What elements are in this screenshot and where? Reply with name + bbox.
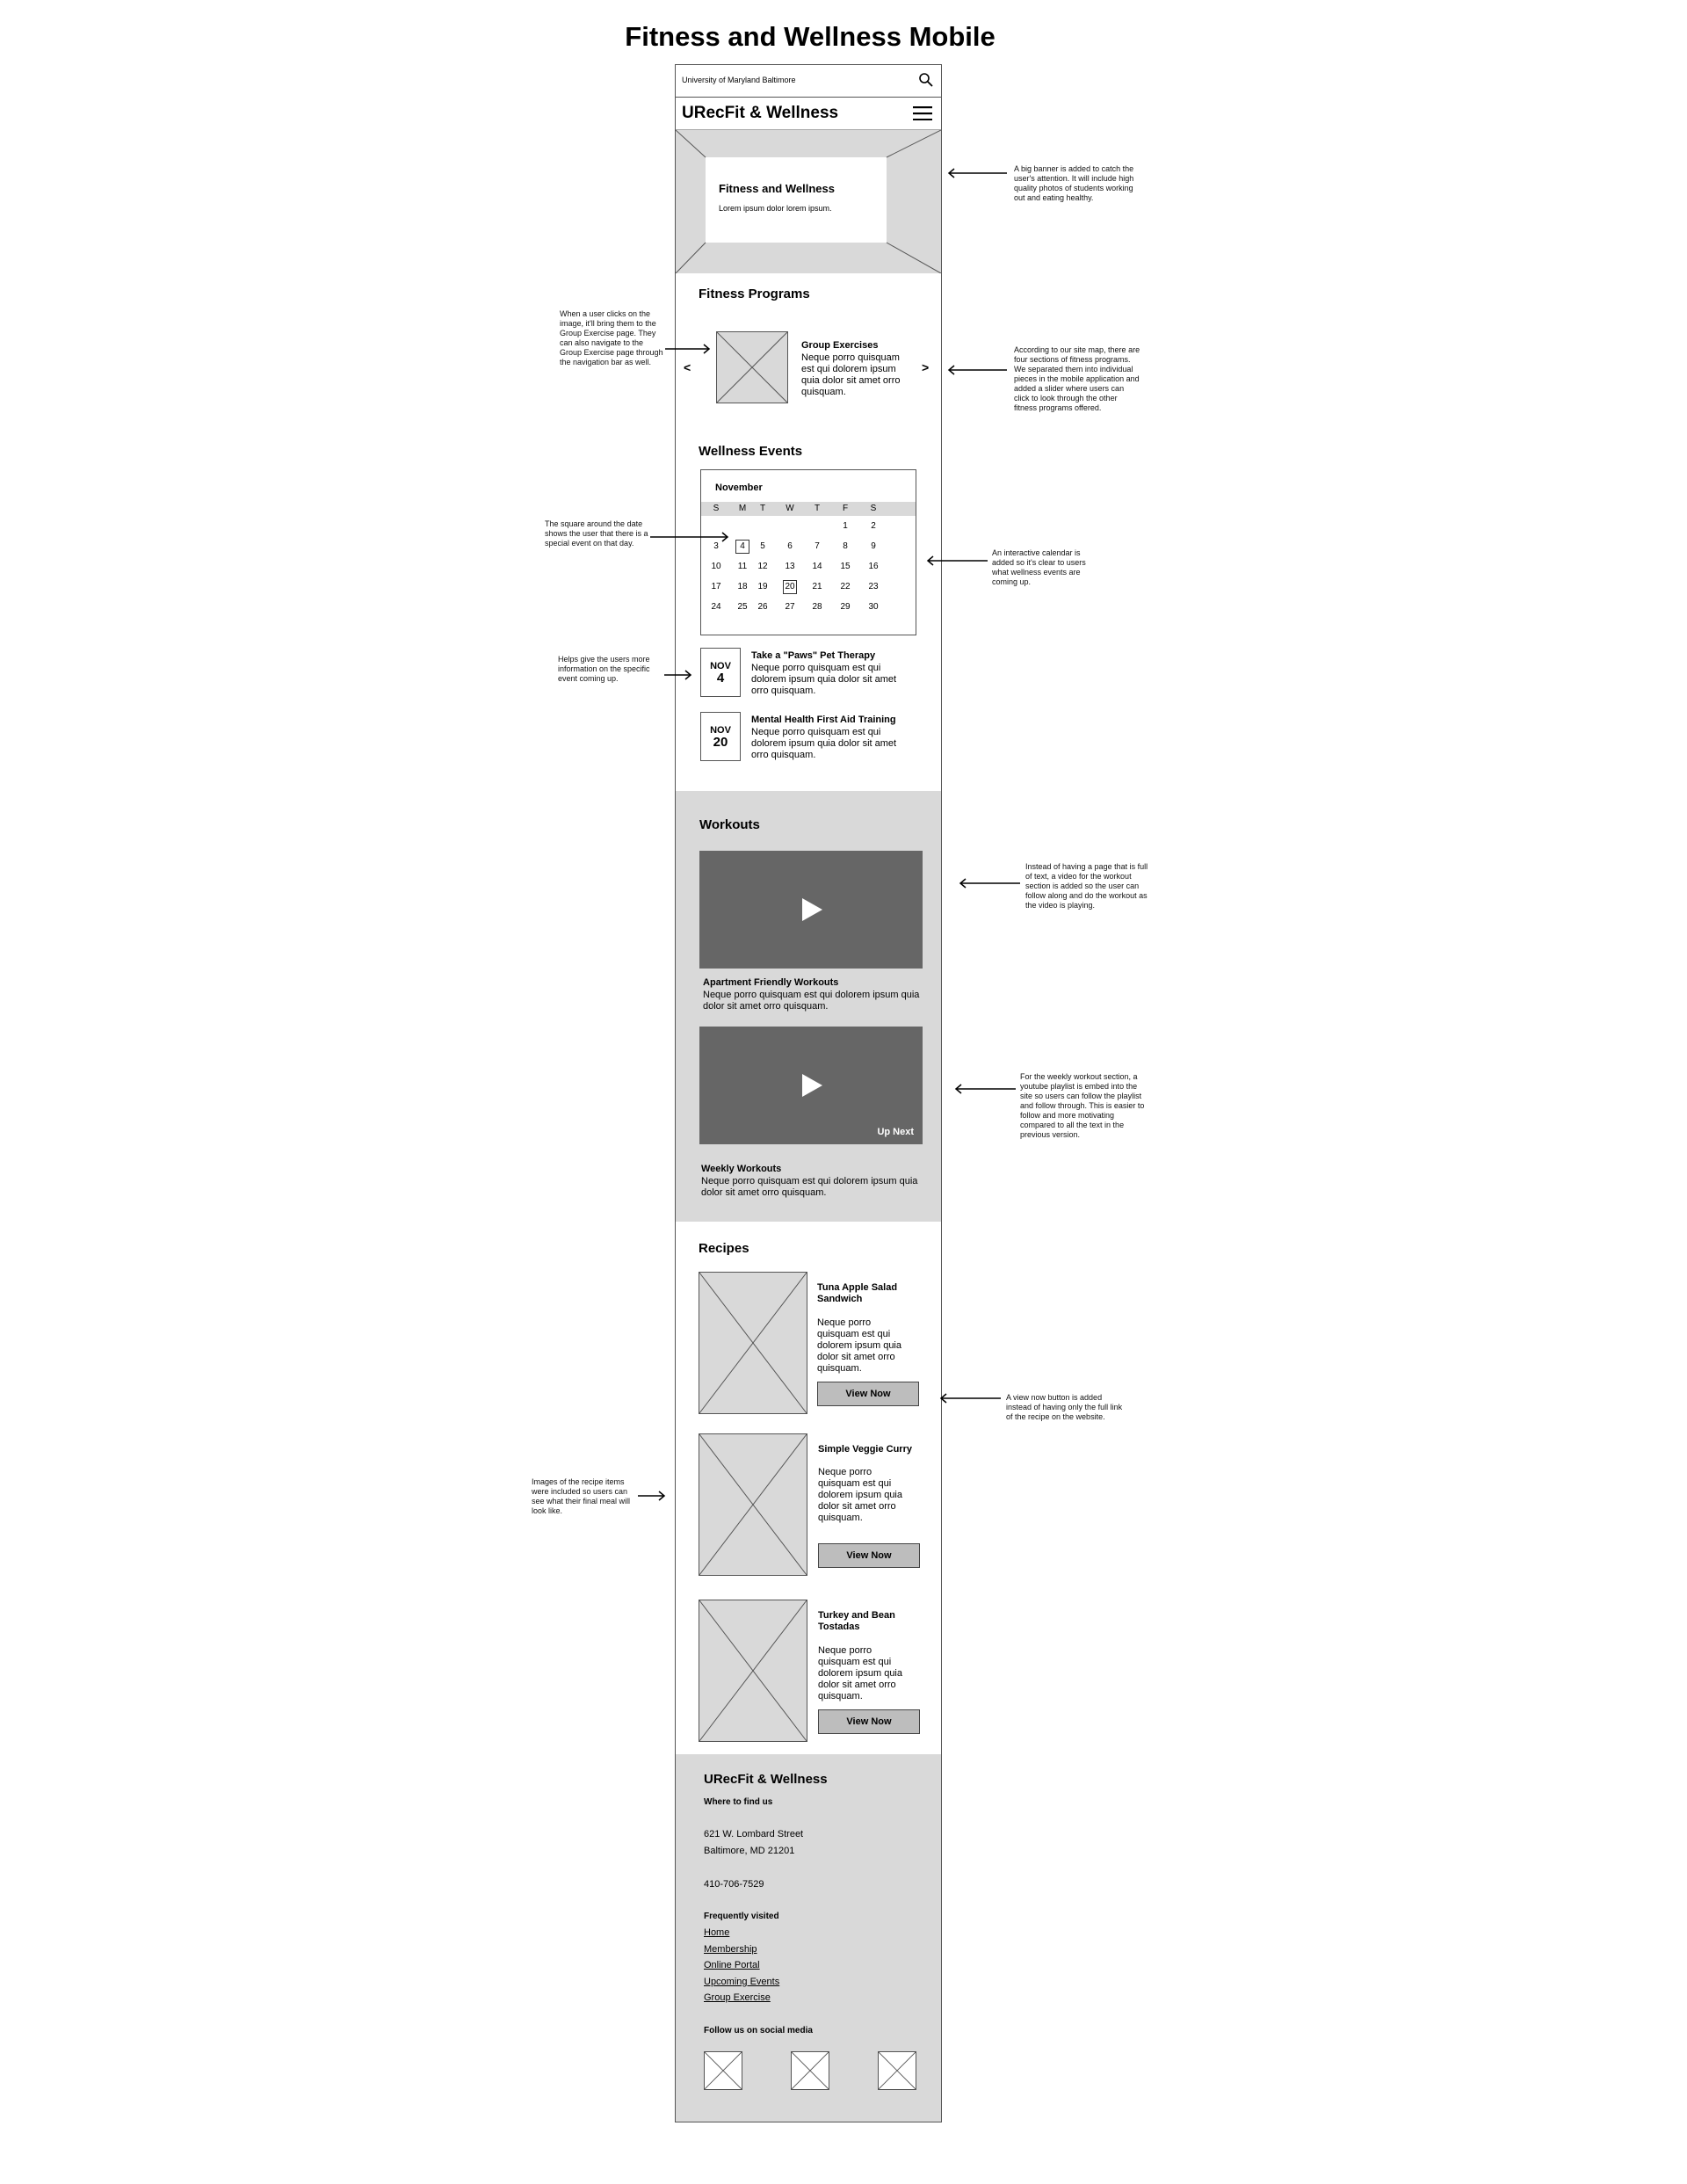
arrow-left-icon [945, 167, 1009, 179]
calendar-day[interactable]: 24 [711, 602, 721, 612]
footer-link-membership[interactable]: Membership [704, 1944, 757, 1955]
calendar-day[interactable]: 12 [757, 562, 768, 571]
calendar-day[interactable]: 11 [737, 562, 748, 571]
recipe-image[interactable] [699, 1272, 807, 1414]
calendar-day[interactable]: 9 [871, 541, 876, 551]
footer-phone: 410-706-7529 [704, 1879, 764, 1890]
workout-playlist-player[interactable] [699, 1027, 923, 1144]
image-placeholder-icon [717, 332, 787, 403]
image-placeholder-icon [699, 1434, 807, 1575]
recipe-image[interactable] [699, 1600, 807, 1742]
calendar-day[interactable]: 6 [787, 541, 793, 551]
page-title: Fitness and Wellness Mobile [625, 21, 996, 52]
recipe-text: Neque porro quisquam est qui dolorem ipsum quia dolor sit amet orro quisquam. [818, 1645, 902, 1701]
up-next-label[interactable]: Up Next [877, 1127, 914, 1137]
arrow-right-icon [650, 531, 731, 543]
arrow-right-icon [638, 1490, 668, 1502]
arrow-left-icon [952, 1083, 1017, 1095]
wellness-events-heading: Wellness Events [699, 444, 803, 459]
arrow-left-icon [924, 555, 989, 567]
social-icon[interactable] [704, 2051, 742, 2090]
workouts-heading: Workouts [699, 817, 760, 832]
footer-link-online-portal[interactable]: Online Portal [704, 1960, 760, 1970]
calendar-day[interactable]: 21 [812, 582, 822, 591]
footer-social-heading: Follow us on social media [704, 2026, 813, 2035]
annotation-image-click: When a user clicks on the image, it'll bring them to the Group Exercise page. They can also navigate to the Group Exercise page through the navigation bar as well. [560, 309, 663, 366]
event-text: Neque porro quisquam est qui dolorem ipsum quia dolor sit amet orro quisquam. [751, 663, 897, 696]
footer-frequent-heading: Frequently visited [704, 1912, 779, 1921]
calendar-weekday: F [842, 504, 849, 513]
calendar-weekday: T [814, 504, 821, 513]
view-now-button[interactable]: View Now [818, 1543, 920, 1568]
calendar-day[interactable]: 28 [812, 602, 822, 612]
calendar-day[interactable]: 19 [757, 582, 768, 591]
calendar-day[interactable]: 15 [840, 562, 851, 571]
image-placeholder-icon [699, 1600, 807, 1741]
hero-banner [676, 130, 941, 273]
video-text: Neque porro quisquam est qui dolorem ipsum quia dolor sit amet orro quisquam. [701, 1176, 918, 1198]
arrow-right-icon [664, 669, 694, 681]
event-day: 20 [713, 735, 728, 750]
annotation-recipe-images: Images of the recipe items were included so users can see what their final meal will look like. [532, 1477, 631, 1515]
brand-name[interactable]: URecFit & Wellness [682, 104, 839, 122]
recipe-text: Neque porro quisquam est qui dolorem ipsum quia dolor sit amet orro quisquam. [817, 1317, 901, 1374]
annotation-video: Instead of having a page that is full of text, a video for the workout section is added so the user can follow along and do the workout as the video is playing. [1025, 862, 1148, 910]
calendar-day[interactable]: 10 [711, 562, 721, 571]
footer-link-upcoming-events[interactable]: Upcoming Events [704, 1977, 780, 1987]
annotation-date-square: The square around the date shows the user that there is a special event on that day. [545, 519, 648, 548]
calendar-day[interactable]: 16 [868, 562, 879, 571]
event-text: Neque porro quisquam est qui dolorem ipsum quia dolor sit amet orro quisquam. [751, 727, 897, 760]
play-icon[interactable] [798, 1072, 824, 1099]
annotation-playlist: For the weekly workout section, a youtube playlist is embed into the site so users can follow the playlist and follow through. This is easier to follow and more motivating compared to all the text in the previous version. [1020, 1072, 1145, 1139]
fitness-programs-heading: Fitness Programs [699, 287, 810, 301]
arrow-left-icon [945, 364, 1009, 376]
university-name: University of Maryland Baltimore [682, 76, 796, 84]
banner-card [706, 157, 887, 243]
search-icon[interactable] [918, 72, 934, 88]
calendar-day[interactable]: 1 [843, 521, 848, 531]
image-placeholder-icon [879, 2052, 916, 2089]
social-icon[interactable] [878, 2051, 916, 2090]
calendar-weekday: T [759, 504, 766, 513]
brand-bar [676, 98, 941, 130]
recipe-title: Simple Veggie Curry [818, 1444, 912, 1455]
banner-title: Fitness and Wellness [719, 182, 835, 195]
arrow-left-icon [957, 877, 1022, 889]
video-title: Weekly Workouts [701, 1164, 782, 1174]
workouts-section [676, 791, 941, 1222]
annotation-event-info: Helps give the users more information on the specific event coming up. [558, 655, 650, 683]
play-icon[interactable] [798, 896, 824, 923]
recipe-title: Tuna Apple Salad Sandwich [817, 1282, 898, 1304]
slider-next-button[interactable]: > [922, 360, 930, 374]
group-exercise-image[interactable] [716, 331, 788, 403]
recipe-title: Turkey and Bean Tostadas [818, 1610, 895, 1632]
calendar-weekday: W [786, 504, 794, 513]
slider-prev-button[interactable]: < [684, 360, 691, 374]
annotation-view-now: A view now button is added instead of having only the full link of the recipe on the website. [1006, 1393, 1123, 1421]
recipes-heading: Recipes [699, 1241, 749, 1256]
calendar-day[interactable]: 3 [713, 541, 719, 551]
calendar-weekday: M [738, 504, 747, 513]
event-title[interactable]: Take a "Paws" Pet Therapy [751, 650, 876, 661]
calendar-day[interactable]: 18 [737, 582, 748, 591]
calendar-day[interactable]: 30 [868, 602, 879, 612]
recipe-text: Neque porro quisquam est qui dolorem ipsum quia dolor sit amet orro quisquam. [818, 1467, 902, 1523]
event-date-badge[interactable] [700, 712, 741, 761]
calendar-day[interactable]: 2 [871, 521, 876, 531]
calendar-weekday: S [870, 504, 877, 513]
calendar-day[interactable]: 5 [760, 541, 765, 551]
view-now-button[interactable]: View Now [817, 1382, 919, 1406]
event-date-badge[interactable] [700, 648, 741, 697]
image-placeholder-icon [792, 2052, 829, 2089]
banner-text: Lorem ipsum dolor lorem ipsum. [719, 204, 832, 213]
calendar-day[interactable]: 27 [785, 602, 795, 612]
calendar-day[interactable]: 17 [711, 582, 721, 591]
calendar-day[interactable]: 22 [840, 582, 851, 591]
calendar-day[interactable]: 25 [737, 602, 748, 612]
footer-address-line1: 621 W. Lombard Street [704, 1829, 804, 1839]
annotation-calendar: An interactive calendar is added so it's clear to users what wellness events are coming up. [992, 548, 1086, 586]
calendar-day[interactable]: 13 [785, 562, 795, 571]
calendar-day-highlighted[interactable]: 20 [783, 580, 797, 594]
event-month: NOV [710, 725, 731, 736]
event-month: NOV [710, 661, 731, 671]
footer [676, 1754, 941, 2122]
calendar-day[interactable]: 26 [757, 602, 768, 612]
calendar-day[interactable]: 14 [812, 562, 822, 571]
calendar-day[interactable]: 7 [815, 541, 820, 551]
footer-where-heading: Where to find us [704, 1797, 773, 1807]
video-title: Apartment Friendly Workouts [703, 977, 839, 988]
event-title[interactable]: Mental Health First Aid Training [751, 715, 896, 725]
footer-link-group-exercise[interactable]: Group Exercise [704, 1992, 771, 2003]
calendar-day[interactable]: 8 [843, 541, 848, 551]
calendar-month: November [715, 483, 763, 493]
events-calendar[interactable] [700, 469, 916, 635]
recipe-image[interactable] [699, 1433, 807, 1576]
mobile-wireframe [675, 64, 942, 2122]
image-placeholder-icon [705, 2052, 742, 2089]
calendar-day-highlighted[interactable]: 4 [735, 540, 749, 554]
arrow-right-icon [665, 343, 713, 355]
group-exercises-title: Group Exercises [801, 340, 879, 351]
group-exercises-text: Neque porro quisquam est qui dolorem ipsum quia dolor sit amet orro quisquam. [801, 352, 901, 397]
video-text: Neque porro quisquam est qui dolorem ipsum quia dolor sit amet orro quisquam. [703, 990, 920, 1012]
annotation-slider: According to our site map, there are four sections of fitness programs. We separated them into individual pieces in the mobile application and added a slider where users can click to look through the other fitness programs offered. [1014, 345, 1140, 412]
view-now-button[interactable]: View Now [818, 1709, 920, 1734]
footer-link-home[interactable]: Home [704, 1927, 730, 1938]
annotation-banner: A big banner is added to catch the user's attention. It will include high quality photos of students working out and eating healthy. [1014, 164, 1134, 202]
calendar-weekday: S [713, 504, 720, 513]
event-day: 4 [716, 671, 725, 686]
arrow-left-icon [938, 1392, 1003, 1404]
calendar-day[interactable]: 23 [868, 582, 879, 591]
calendar-day[interactable]: 29 [840, 602, 851, 612]
footer-brand: URecFit & Wellness [704, 1772, 828, 1787]
hamburger-menu-icon[interactable] [913, 106, 932, 120]
university-bar [676, 65, 941, 98]
social-icon[interactable] [791, 2051, 829, 2090]
footer-address-line2: Baltimore, MD 21201 [704, 1846, 795, 1856]
workout-video-player[interactable] [699, 851, 923, 969]
image-placeholder-icon [699, 1273, 807, 1413]
